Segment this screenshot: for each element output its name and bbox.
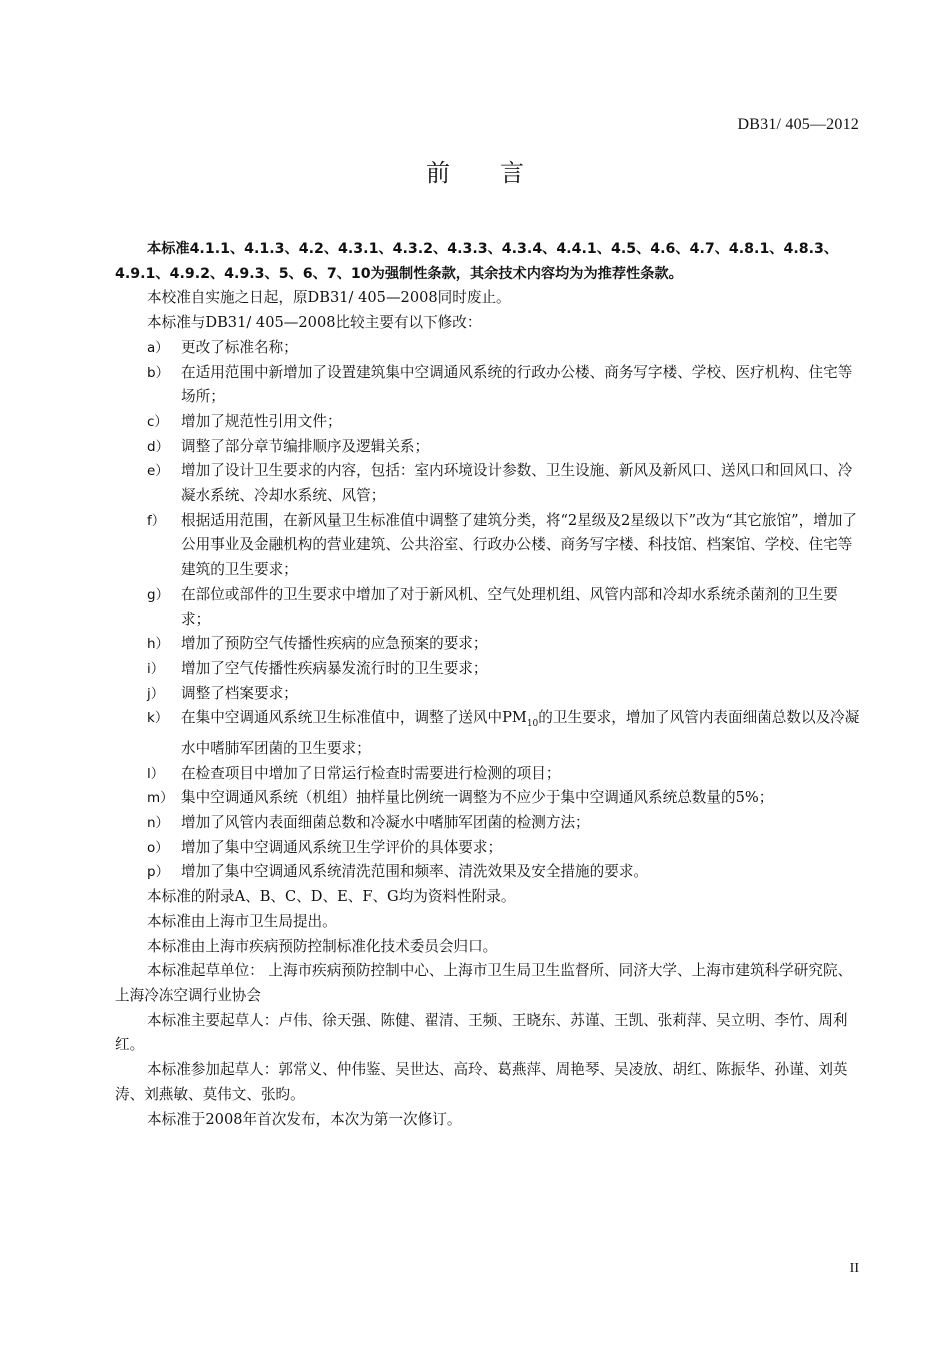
list-item-text: 集中空调通风系统（机组）抽样量比例统一调整为不应少于集中空调通风系统总数量的5%；: [181, 789, 774, 807]
list-marker: m）: [147, 790, 174, 807]
list-item: [115, 583, 863, 632]
list-item-text: 在适用范围中新增加了设置建筑集中空调通风系统的行政办公楼、商务写字楼、学校、医疗机构、住宅等场所；: [181, 363, 853, 406]
list-item: [115, 836, 863, 861]
list-marker: f）: [147, 512, 166, 529]
replacement-paragraph: 本校准自实施之日起，原DB31/ 405—2008同时废止。: [147, 289, 511, 307]
foreword-body: [115, 237, 863, 1132]
list-item: [115, 682, 863, 707]
list-marker: d）: [147, 438, 170, 455]
list-item-text: 根据适用范围，在新风量卫生标准值中调整了建筑分类，将“2星级及2星级以下”改为“其它旅馆”，增加了公用事业及金融机构的营业建筑、公共浴室、行政办公楼、商务写字楼、科技馆、档案馆、学校、住宅等建筑的卫生要求；: [181, 511, 857, 579]
proposed-by-paragraph: 本标准由上海市卫生局提出。: [147, 912, 337, 930]
appendix-paragraph: 本标准的附录A、B、C、D、E、F、G均为资料性附录。: [147, 888, 516, 906]
document-code: DB31/ 405—2012: [737, 116, 859, 133]
list-item: [115, 706, 863, 761]
list-item: [115, 657, 863, 682]
list-item: [115, 762, 863, 787]
list-item-text: 调整了档案要求；: [181, 684, 298, 702]
history-paragraph: 本标准于2008年首次发布，本次为第一次修订。: [147, 1110, 462, 1128]
main-drafters-paragraph: 本标准主要起草人：卢伟、徐天强、陈健、翟清、王频、王晓东、苏谨、王凯、张莉萍、吴立明、李竹、周利红。: [115, 1011, 848, 1054]
list-item: [115, 459, 863, 508]
page-number: II: [849, 1261, 859, 1276]
list-item-text-before: 在集中空调通风系统卫生标准值中，调整了送风中PM: [181, 709, 527, 727]
mandatory-clauses-paragraph: 本标准4.1.1、4.1.3、4.2、4.3.1、4.3.2、4.3.3、4.3.4、4.4.1、4.5、4.6、4.7、4.8.1、4.8.3、4.9.1、4.9.2、4.9.3、5、6、7、10为强制性条款，其余技术内容均为为推荐性条款。: [115, 241, 839, 282]
list-marker: l）: [147, 765, 165, 782]
list-marker: a）: [147, 339, 169, 356]
list-marker: p）: [147, 864, 170, 881]
list-item-text: 增加了风管内表面细菌总数和冷凝水中嗜肺军团菌的检测方法；: [181, 814, 590, 832]
list-item: [115, 860, 863, 885]
list-item-text: 在检查项目中增加了日常运行检查时需要进行检测的项目；: [181, 764, 561, 782]
list-item: [115, 410, 863, 435]
list-item-text: [181, 706, 863, 761]
list-marker: b）: [147, 364, 170, 381]
pm-subscript: 10: [526, 719, 539, 730]
list-item: [115, 509, 863, 583]
list-item-text: 增加了规范性引用文件；: [181, 412, 342, 430]
list-marker: i）: [147, 660, 165, 677]
list-marker: o）: [147, 839, 169, 856]
list-item: [115, 632, 863, 657]
list-marker: h）: [147, 636, 170, 653]
list-marker: k）: [147, 710, 169, 727]
drafting-units-paragraph: 本标准起草单位： 上海市疾病预防控制中心、上海市卫生局卫生监督所、同济大学、上海市建筑科学研究院、上海冷冻空调行业协会: [115, 962, 853, 1004]
list-item: [115, 811, 863, 836]
list-marker: n）: [147, 815, 170, 832]
list-item-text: 增加了集中空调通风系统清洗范围和频率、清洗效果及安全措施的要求。: [181, 863, 649, 881]
list-item: [115, 786, 863, 811]
list-item-text: 增加了设计卫生要求的内容，包括：室内环境设计参数、卫生设施、新风及新风口、送风口和回风口、冷凝水系统、冷却水系统、风管；: [181, 462, 853, 505]
list-item-text: 增加了空气传播性疾病暴发流行时的卫生要求；: [181, 659, 488, 677]
list-marker: j）: [147, 685, 165, 702]
list-item-text: 调整了部分章节编排顺序及逻辑关系；: [181, 437, 430, 455]
list-item-text: 在部位或部件的卫生要求中增加了对于新风机、空气处理机组、风管内部和冷却水系统杀菌剂的卫生要求；: [181, 585, 838, 628]
list-item-text-after: 的卫生要求，增加了风管内表面细菌总数以及冷凝水中嗜肺军团菌的卫生要求；: [181, 709, 860, 757]
list-item-text: 增加了预防空气传播性疾病的应急预案的要求；: [181, 635, 488, 653]
list-marker: g）: [147, 586, 170, 603]
list-item: [115, 336, 863, 361]
list-item-text: 更改了标准名称；: [181, 338, 298, 356]
list-item-text: 增加了集中空调通风系统卫生学评价的具体要求；: [181, 838, 503, 856]
list-marker: c）: [147, 413, 168, 430]
participating-drafters-paragraph: 本标准参加起草人：郭常义、仲伟鉴、吴世达、高玲、葛燕萍、周艳琴、吴凌放、胡红、陈振华、孙谨、刘英涛、刘燕敏、莫伟文、张昀。: [115, 1061, 848, 1103]
changes-intro-paragraph: 本标准与DB31/ 405—2008比较主要有以下修改：: [147, 314, 482, 332]
managed-by-paragraph: 本标准由上海市疾病预防控制标准化技术委员会归口。: [147, 937, 498, 955]
list-marker: e）: [147, 463, 169, 480]
list-item: [115, 435, 863, 460]
page-title: 前言: [426, 159, 574, 187]
list-item: [115, 361, 863, 410]
